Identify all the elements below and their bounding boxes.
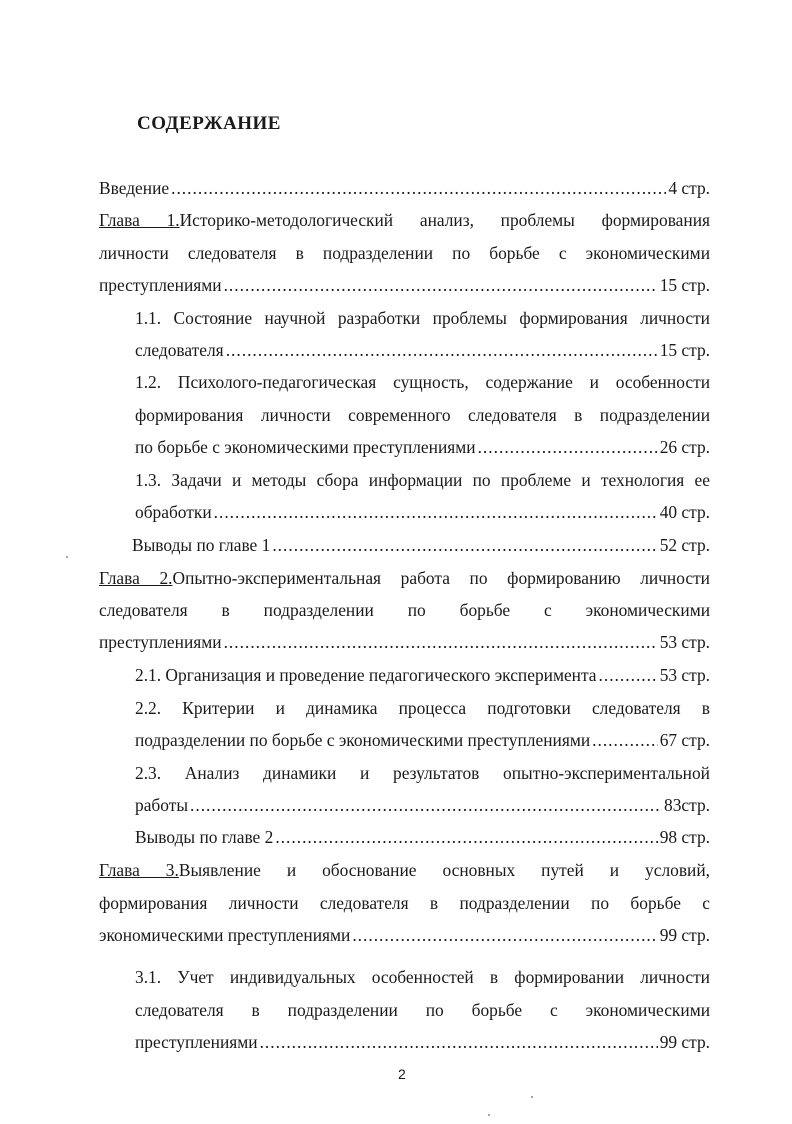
toc-intro-page: 4 стр. <box>668 178 710 198</box>
chapter1-conclusion: Выводы по главе 1 ..... 52 стр. <box>132 534 710 556</box>
section-2-3-page: 83стр. <box>664 795 710 815</box>
section-1-2-line-3: по борьбе с экономическими преступлениями ..... 26 стр. <box>135 436 710 458</box>
section-2-2-line-2: подразделении по борьбе с экономическими преступлениями ..... 67 стр. <box>135 729 710 751</box>
dot-leader <box>272 534 657 556</box>
chapter1-line-2: личности следователя в подразделении по борьбе с экономическими <box>99 243 710 263</box>
dot-leader <box>352 924 657 946</box>
dot-leader <box>214 501 658 523</box>
section-2-2-page: 67 стр. <box>659 730 710 750</box>
chapter3-line-1: Глава 3.Выявление и обоснование основных путей и условий, <box>99 860 710 880</box>
dot-leader <box>190 794 662 816</box>
chapter2-page: 53 стр. <box>659 632 710 652</box>
scan-speck <box>66 556 68 558</box>
chapter2-line-2: следователя в подразделении по борьбе с экономическими <box>99 600 710 620</box>
section-1-3-page: 40 стр. <box>659 502 710 522</box>
scan-speck <box>531 1096 533 1098</box>
dot-leader <box>226 339 658 361</box>
chapter2-line-1: Глава 2.Опытно-экспериментальная работа по формированию личности <box>99 568 710 588</box>
chapter1-label: Глава 1. <box>99 210 180 230</box>
section-1-1-line-1: 1.1. Состояние научной разработки проблемы формирования личности <box>135 308 710 328</box>
dot-leader <box>592 729 658 751</box>
toc-intro <box>99 177 710 199</box>
chapter2-conclusion: Выводы по главе 2 ..... 98 стр. <box>135 826 710 848</box>
section-3-1-line-1: 3.1. Учет индивидуальных особенностей в формировании личности <box>135 967 710 987</box>
chapter2-line-3: преступлениями ..... 53 стр. <box>99 631 710 653</box>
dot-leader <box>260 1031 658 1053</box>
section-2-1: 2.1. Организация и проведение педагогического эксперимента ..... 53 стр. <box>135 664 710 686</box>
section-2-3-line-1: 2.3. Анализ динамики и результатов опытно-экспериментальной <box>135 763 710 783</box>
section-1-1-line-2: следователя ..... 15 стр. <box>135 339 710 361</box>
section-2-2-line-1: 2.2. Критерии и динамика процесса подготовки следователя в <box>135 698 710 718</box>
chapter1-line-3: преступлениями ..... 15 стр. <box>99 274 710 296</box>
dot-leader <box>224 274 658 296</box>
section-3-1-line-3: преступлениями ..... 99 стр. <box>135 1031 710 1053</box>
chapter2-conclusion-page: 98 стр. <box>659 827 710 847</box>
chapter3-label: Глава 3. <box>99 860 179 880</box>
section-3-1-line-2: следователя в подразделении по борьбе с экономическими <box>135 1000 710 1020</box>
chapter3-page: 99 стр. <box>659 925 710 945</box>
section-1-1-page: 15 стр. <box>659 340 710 360</box>
chapter1-conclusion-page: 52 стр. <box>659 535 710 555</box>
chapter3-line-3: экономическими преступлениями ..... 99 стр. <box>99 924 710 946</box>
section-1-2-line-1: 1.2. Психолого-педагогическая сущность, содержание и особенности <box>135 372 710 392</box>
section-1-2-page: 26 стр. <box>659 437 710 457</box>
chapter1-page: 15 стр. <box>659 275 710 295</box>
chapter2-label: Глава 2. <box>99 568 173 588</box>
dot-leader <box>599 664 658 686</box>
scan-speck <box>488 1114 490 1116</box>
page-title: СОДЕРЖАНИЕ <box>137 113 281 134</box>
section-1-3-line-2: обработки ..... 40 стр. <box>135 501 710 523</box>
section-1-2-line-2: формирования личности современного следователя в подразделении <box>135 405 710 425</box>
dot-leader <box>224 631 658 653</box>
chapter3-line-2: формирования личности следователя в подразделении по борьбе с <box>99 893 710 913</box>
dot-leader <box>171 177 666 199</box>
section-2-1-page: 53 стр. <box>659 665 710 685</box>
section-2-3-line-2: работы ..... 83стр. <box>135 794 710 816</box>
page-number: 2 <box>398 1066 406 1082</box>
section-3-1-page: 99 стр. <box>659 1032 710 1052</box>
chapter1-line-1: Глава 1.Историко-методологический анализ, проблемы формирования <box>99 210 711 230</box>
section-1-3-line-1: 1.3. Задачи и методы сбора информации по проблеме и технология ее <box>135 470 710 490</box>
dot-leader <box>478 436 658 458</box>
toc-intro-label: Введение <box>99 178 170 198</box>
dot-leader <box>275 826 657 848</box>
